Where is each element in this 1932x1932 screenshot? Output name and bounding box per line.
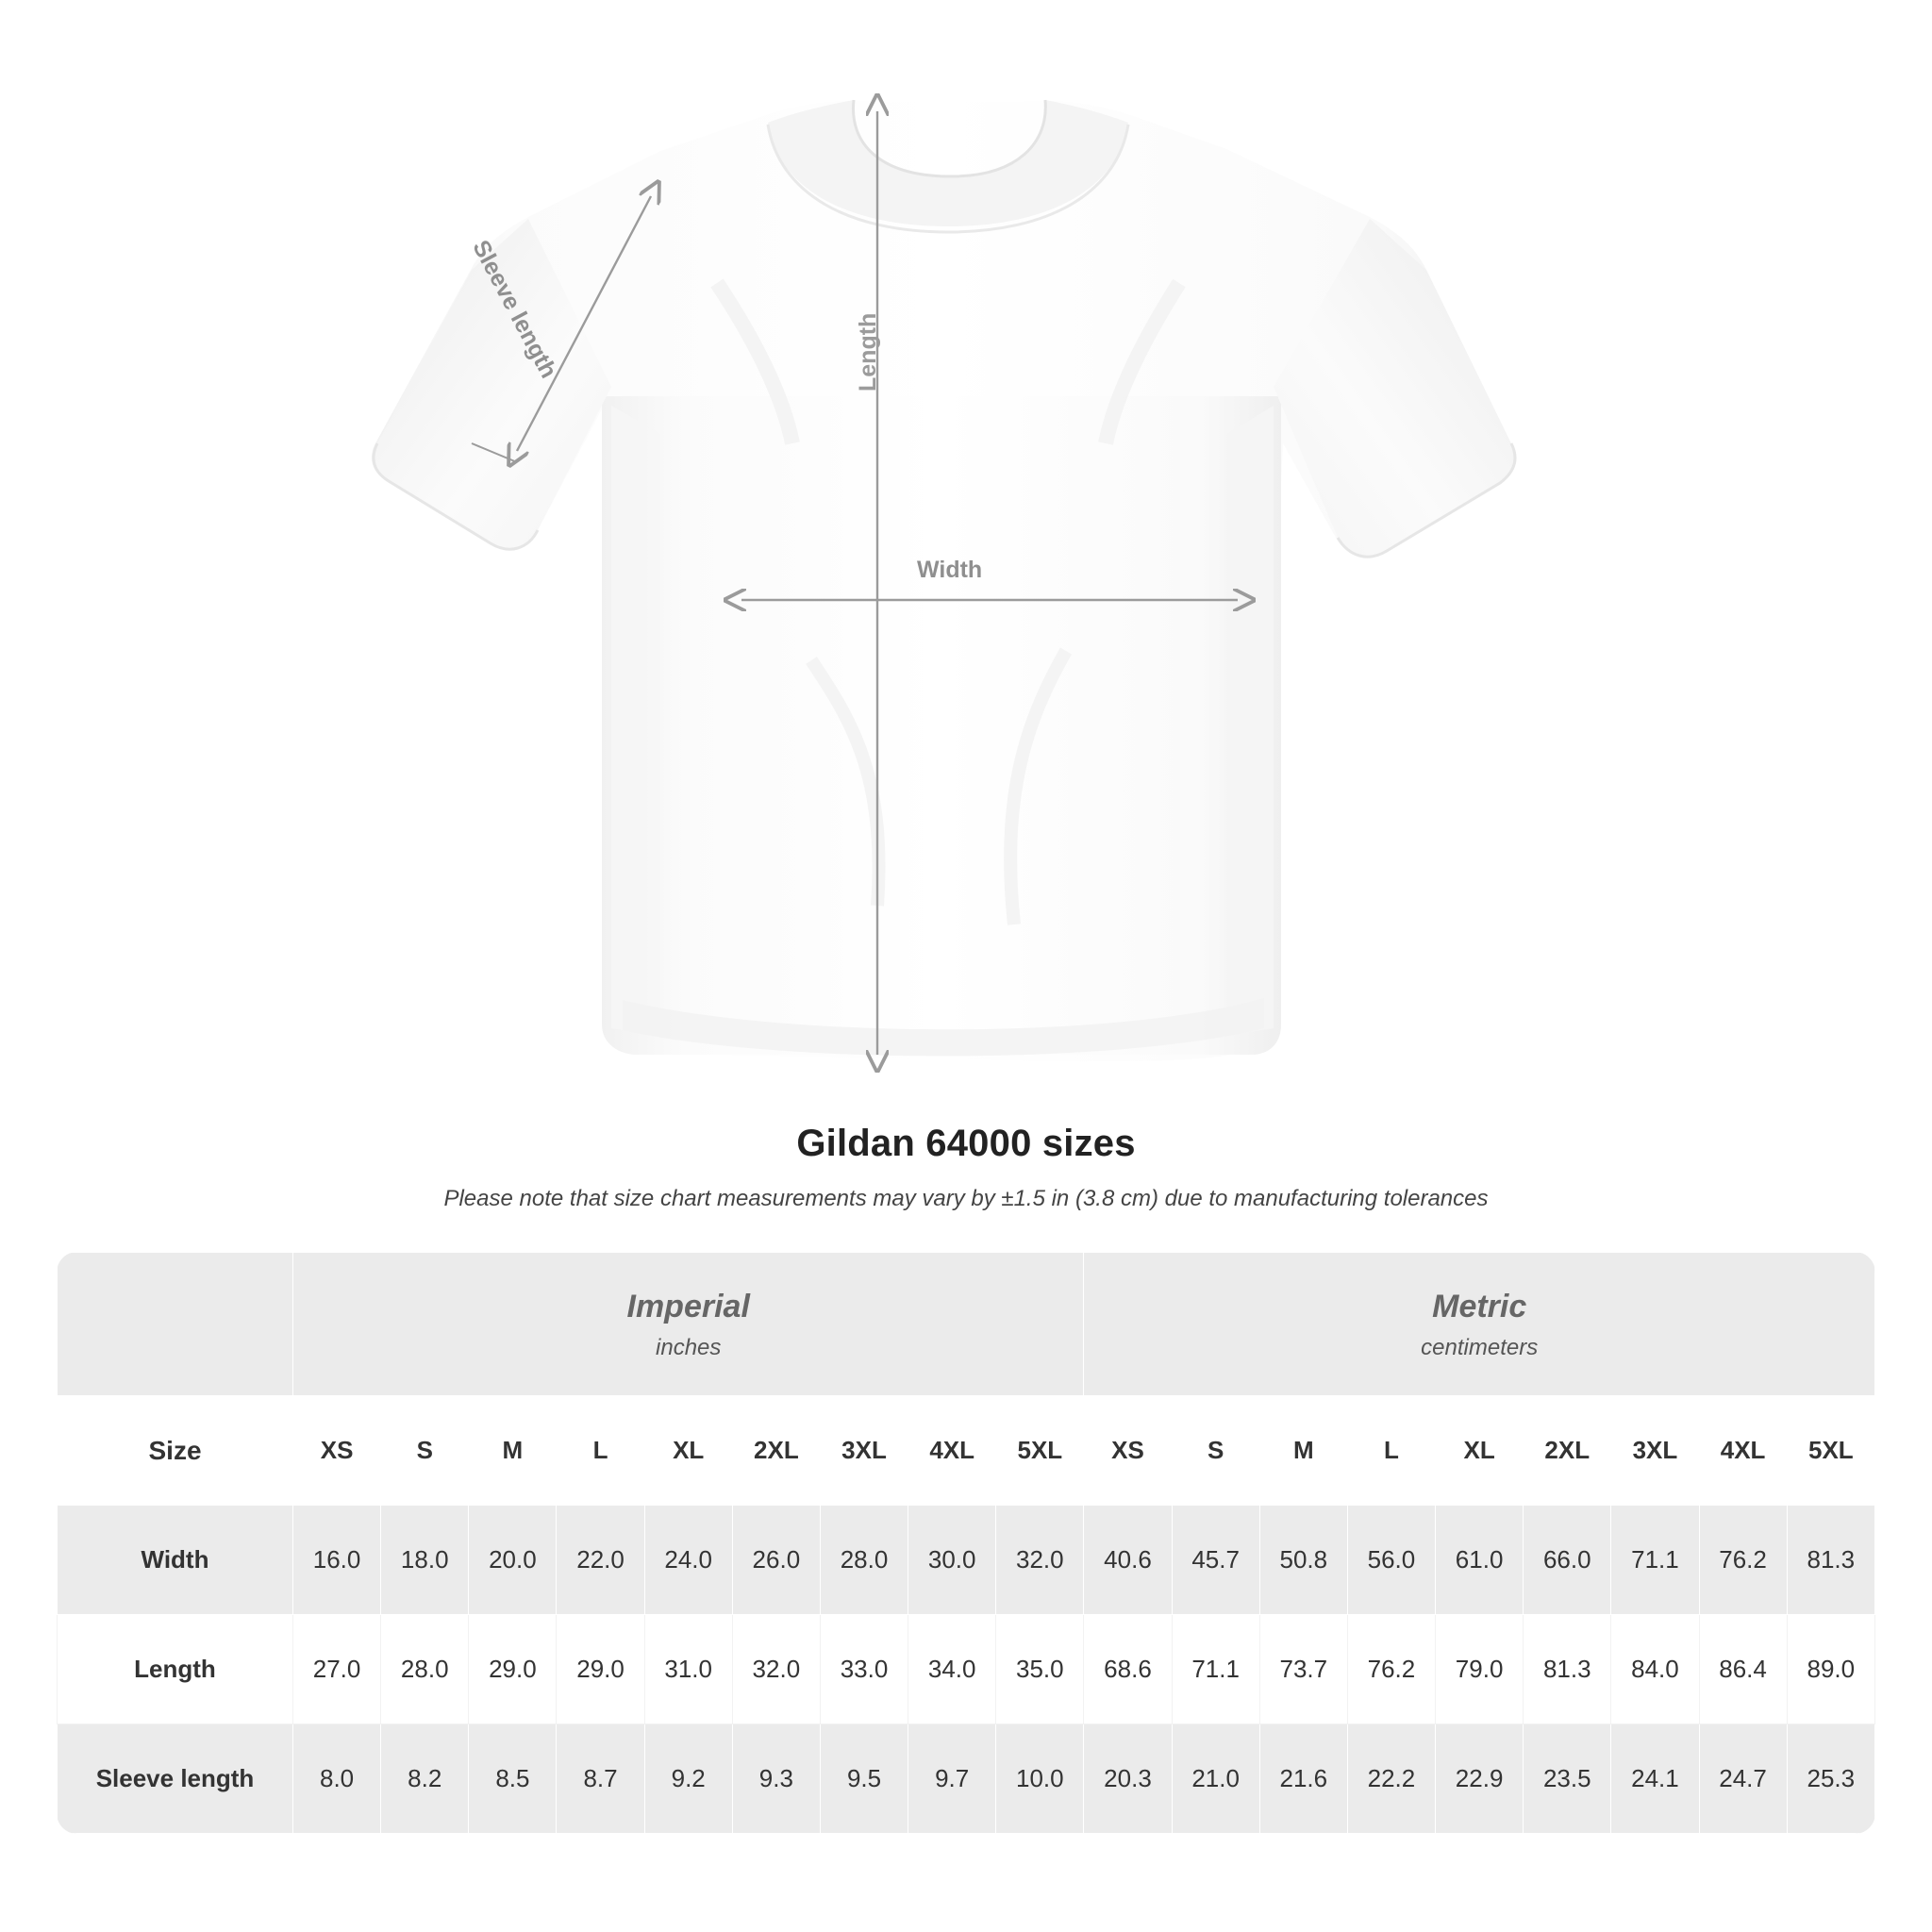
- unit-imperial-sub: inches: [656, 1334, 722, 1360]
- cell-length: 68.6: [1084, 1615, 1172, 1724]
- cell-length: 89.0: [1787, 1615, 1874, 1724]
- cell-sleeve-length: 9.5: [820, 1724, 908, 1834]
- cell-width: 24.0: [644, 1506, 732, 1615]
- title-block: [0, 1123, 1932, 1212]
- cell-width: 40.6: [1084, 1506, 1172, 1615]
- cell-length: 34.0: [908, 1615, 996, 1724]
- cell-sleeve-length: 22.2: [1347, 1724, 1435, 1834]
- cell-sleeve-length: 8.0: [293, 1724, 381, 1834]
- cell-length: 71.1: [1172, 1615, 1259, 1724]
- unit-group-metric: [1084, 1253, 1875, 1396]
- cell-length: 32.0: [732, 1615, 820, 1724]
- table-row: [58, 1724, 1875, 1834]
- cell-width: 18.0: [381, 1506, 469, 1615]
- cell-length: 28.0: [381, 1615, 469, 1724]
- cell-length: 35.0: [996, 1615, 1084, 1724]
- size-header-cell: M: [1259, 1396, 1347, 1506]
- size-header-cell: L: [557, 1396, 644, 1506]
- cell-sleeve-length: 21.0: [1172, 1724, 1259, 1834]
- row-label-length: Length: [58, 1615, 293, 1724]
- cell-length: 29.0: [557, 1615, 644, 1724]
- cell-sleeve-length: 22.9: [1436, 1724, 1524, 1834]
- unit-corner-cell: [58, 1253, 293, 1396]
- size-header-cell: 3XL: [1611, 1396, 1699, 1506]
- cell-width: 76.2: [1699, 1506, 1787, 1615]
- cell-sleeve-length: 8.7: [557, 1724, 644, 1834]
- cell-width: 50.8: [1259, 1506, 1347, 1615]
- cell-length: 73.7: [1259, 1615, 1347, 1724]
- cell-width: 26.0: [732, 1506, 820, 1615]
- size-header-cell: 3XL: [820, 1396, 908, 1506]
- cell-length: 81.3: [1524, 1615, 1611, 1724]
- size-table-wrapper: [57, 1252, 1875, 1834]
- size-header-cell: L: [1347, 1396, 1435, 1506]
- cell-width: 16.0: [293, 1506, 381, 1615]
- cell-length: 76.2: [1347, 1615, 1435, 1724]
- cell-length: 29.0: [469, 1615, 557, 1724]
- size-header-cell: 5XL: [1787, 1396, 1874, 1506]
- cell-width: 32.0: [996, 1506, 1084, 1615]
- cell-sleeve-length: 9.2: [644, 1724, 732, 1834]
- row-label-sleeve-length: Sleeve length: [58, 1724, 293, 1834]
- cell-sleeve-length: 24.7: [1699, 1724, 1787, 1834]
- cell-width: 61.0: [1436, 1506, 1524, 1615]
- cell-length: 31.0: [644, 1615, 732, 1724]
- table-row: [58, 1615, 1875, 1724]
- tolerance-note: Please note that size chart measurements may vary by ±1.5 in (3.8 cm) due to manufacturing tolerances: [443, 1186, 1489, 1211]
- cell-length: 79.0: [1436, 1615, 1524, 1724]
- cell-width: 56.0: [1347, 1506, 1435, 1615]
- cell-width: 66.0: [1524, 1506, 1611, 1615]
- size-header-cell: 5XL: [996, 1396, 1084, 1506]
- unit-imperial-name: Imperial: [626, 1289, 750, 1325]
- unit-metric-name: Metric: [1432, 1289, 1527, 1325]
- cell-width: 30.0: [908, 1506, 996, 1615]
- cell-sleeve-length: 10.0: [996, 1724, 1084, 1834]
- cell-sleeve-length: 9.7: [908, 1724, 996, 1834]
- size-header-cell: 4XL: [1699, 1396, 1787, 1506]
- cell-length: 84.0: [1611, 1615, 1699, 1724]
- cell-sleeve-length: 21.6: [1259, 1724, 1347, 1834]
- unit-group-imperial: [293, 1253, 1084, 1396]
- cell-length: 27.0: [293, 1615, 381, 1724]
- size-header-cell: XL: [1436, 1396, 1524, 1506]
- size-header-cell: 4XL: [908, 1396, 996, 1506]
- cell-width: 22.0: [557, 1506, 644, 1615]
- size-header-cell: M: [469, 1396, 557, 1506]
- cell-sleeve-length: 8.2: [381, 1724, 469, 1834]
- cell-sleeve-length: 25.3: [1787, 1724, 1874, 1834]
- cell-sleeve-length: 24.1: [1611, 1724, 1699, 1834]
- cell-sleeve-length: 8.5: [469, 1724, 557, 1834]
- cell-width: 28.0: [820, 1506, 908, 1615]
- size-header-cell: S: [381, 1396, 469, 1506]
- row-label-width: Width: [58, 1506, 293, 1615]
- size-header-cell: 2XL: [732, 1396, 820, 1506]
- length-label: Length: [855, 312, 881, 391]
- cell-sleeve-length: 20.3: [1084, 1724, 1172, 1834]
- cell-sleeve-length: 23.5: [1524, 1724, 1611, 1834]
- size-header-cell: XL: [644, 1396, 732, 1506]
- unit-header-row: [58, 1253, 1875, 1396]
- size-header-cell: S: [1172, 1396, 1259, 1506]
- table-row: [58, 1506, 1875, 1615]
- cell-width: 20.0: [469, 1506, 557, 1615]
- size-header-cell: XS: [1084, 1396, 1172, 1506]
- size-table: [57, 1252, 1875, 1834]
- sleeve-length-label: Sleeve length: [467, 236, 562, 383]
- cell-sleeve-length: 9.3: [732, 1724, 820, 1834]
- cell-length: 33.0: [820, 1615, 908, 1724]
- width-label: Width: [917, 557, 983, 583]
- size-header-cell: 2XL: [1524, 1396, 1611, 1506]
- cell-width: 81.3: [1787, 1506, 1874, 1615]
- cell-length: 86.4: [1699, 1615, 1787, 1724]
- unit-metric-sub: centimeters: [1421, 1334, 1539, 1360]
- size-header-label: Size: [58, 1396, 293, 1506]
- size-header-cell: XS: [293, 1396, 381, 1506]
- page-title: Gildan 64000 sizes: [796, 1123, 1136, 1164]
- cell-width: 71.1: [1611, 1506, 1699, 1615]
- cell-width: 45.7: [1172, 1506, 1259, 1615]
- size-header-row: [58, 1396, 1875, 1506]
